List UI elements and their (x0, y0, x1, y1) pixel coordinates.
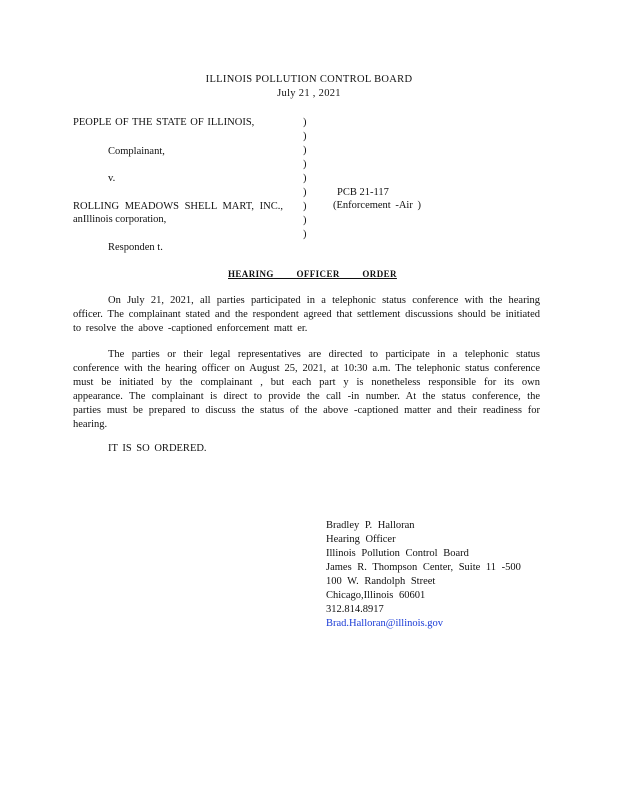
caption-paren: ) (303, 201, 307, 212)
signature-email-link[interactable]: Brad.Halloran@illinois.gov (326, 618, 443, 629)
caption-paren: ) (303, 229, 307, 240)
signature-title: Hearing Officer (326, 534, 396, 545)
signature-street: 100 W. Randolph Street (326, 576, 436, 587)
order-date: July 21 , 2021 (277, 88, 341, 99)
signature-name: Bradley P. Halloran (326, 520, 415, 531)
defendant-description: anIllinois corporation, (73, 214, 167, 225)
case-number: PCB 21-117 (337, 187, 389, 198)
agency-heading: ILLINOIS POLLUTION CONTROL BOARD (205, 74, 413, 85)
body-paragraph (73, 294, 540, 336)
paragraph-text: On July 21, 2021, all parties participated in a telephonic status conference with the hearing officer. The complainant stated and the respondent agreed that settlement discussions should be initiated to resolve the above -captioned enforcement matt er. (73, 295, 540, 334)
signature-city: Chicago,Illinois 60601 (326, 590, 426, 601)
case-type: (Enforcement -Air ) (333, 200, 421, 211)
caption-paren: ) (303, 145, 307, 156)
order-title (228, 269, 397, 280)
signature-agency: Illinois Pollution Control Board (326, 548, 469, 559)
caption-paren: ) (303, 131, 307, 142)
paragraph-text: The parties or their legal representatives are directed to participate in a telephonic status conference with the hearing officer on August 25, 2021, at 10:30 a.m. The telephonic status conference must be initiated by the complainant , but each part y is nonetheless responsible for its own appearance. The complainant is direct to provide the call -in number. At the status conference, the parties must be prepared to discuss the status of the above -captioned matter and their readiness for hearing. (73, 349, 540, 430)
plaintiff-name: PEOPLE OF THE STATE OF ILLINOIS, (73, 117, 255, 128)
signature-building: James R. Thompson Center, Suite 11 -500 (326, 562, 521, 573)
plaintiff-role: Complainant, (108, 146, 165, 157)
paragraph-text: IT IS SO ORDERED. (108, 443, 207, 454)
caption-paren: ) (303, 159, 307, 170)
body-paragraph (73, 348, 540, 432)
caption-paren: ) (303, 117, 307, 128)
versus-label: v. (108, 173, 116, 184)
caption-paren: ) (303, 173, 307, 184)
order-title-text: HEARING OFFICER ORDER (228, 269, 397, 279)
caption-paren: ) (303, 187, 307, 198)
defendant-name: ROLLING MEADOWS SHELL MART, INC., (73, 201, 283, 212)
defendant-role: Responden t. (108, 242, 163, 253)
signature-phone: 312.814.8917 (326, 604, 384, 615)
closing-statement (73, 442, 540, 456)
caption-paren: ) (303, 215, 307, 226)
